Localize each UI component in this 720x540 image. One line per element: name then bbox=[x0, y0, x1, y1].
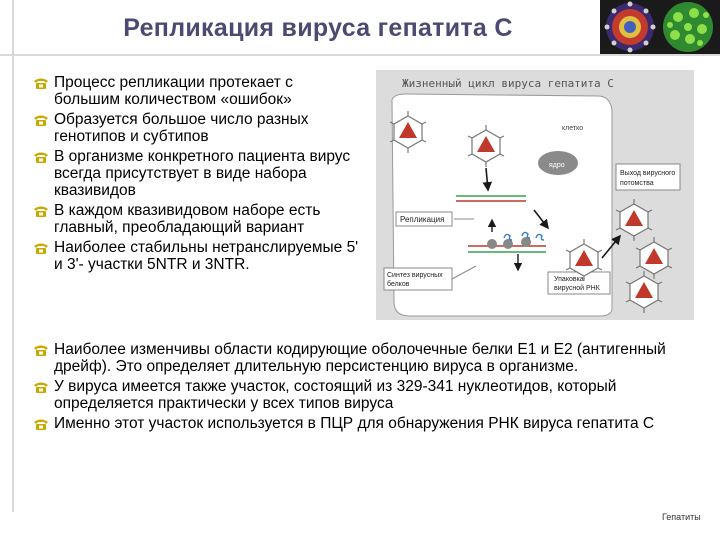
packaging-label-line1: Упаковка bbox=[554, 276, 584, 283]
horizontal-rule bbox=[0, 54, 720, 56]
phone-icon bbox=[32, 241, 50, 255]
synthesis-label-line2: белков bbox=[387, 281, 410, 288]
vertical-rule bbox=[12, 0, 14, 512]
exit-label-line2: потомства bbox=[620, 180, 654, 187]
bullet-item bbox=[30, 148, 360, 199]
packaging-label-line2: вирусной РНК bbox=[554, 285, 600, 292]
phone-icon bbox=[32, 76, 50, 90]
slide-title: Репликация вируса гепатита С bbox=[123, 14, 513, 42]
replication-label: Репликация bbox=[400, 215, 445, 224]
bullet-list-bottom bbox=[30, 341, 700, 435]
bullet-text: Наиболее стабильны нетранслируемые 5' и 3'- участки 5NTR и 3NTR. bbox=[54, 239, 359, 273]
phone-icon bbox=[32, 150, 50, 164]
bullet-list-top bbox=[30, 74, 360, 276]
phone-icon bbox=[32, 113, 50, 127]
bullet-item bbox=[30, 415, 700, 432]
footer-label: Гепатиты bbox=[662, 512, 701, 522]
phone-icon bbox=[32, 204, 50, 218]
phone-icon bbox=[32, 343, 50, 357]
bullet-item bbox=[30, 378, 700, 412]
cell-label: клетко bbox=[562, 125, 584, 132]
bullet-text: Образуется большое число разных генотипов и субтипов bbox=[54, 111, 309, 145]
phone-icon bbox=[32, 417, 50, 431]
bullet-item bbox=[30, 239, 360, 273]
exit-label-line1: Выход вирусного bbox=[620, 170, 676, 177]
bullet-item bbox=[30, 111, 360, 145]
bullet-item bbox=[30, 74, 360, 108]
bullet-text: У вируса имеется также участок, состоящий из 329-341 нуклеотидов, который определяется практически у всех типов вируса bbox=[54, 378, 617, 412]
bullet-text: Именно этот участок используется в ПЦР для обнаружения РНК вируса гепатита С bbox=[54, 415, 655, 432]
bullet-text: Процесс репликации протекает с большим количеством «ошибок» bbox=[54, 74, 293, 108]
virus-image-logo bbox=[600, 0, 720, 54]
bullet-text: В каждом квазивидовом наборе есть главный, преобладающий вариант bbox=[54, 202, 321, 236]
bullet-text: Наиболее изменчивы области кодирующие оболочечные белки Е1 и Е2 (антигенный дрейф). Это определяет длительную персистенцию вируса в организме. bbox=[54, 341, 666, 375]
phone-icon bbox=[32, 380, 50, 394]
lifecycle-diagram bbox=[376, 70, 694, 320]
diagram-title: Жизненный цикл вируса гепатита С bbox=[402, 77, 614, 90]
nucleus-label: ядро bbox=[549, 162, 565, 169]
bullet-text: В организме конкретного пациента вирус всегда присутствует в виде набора квазивидов bbox=[54, 148, 351, 199]
bullet-item bbox=[30, 202, 360, 236]
synthesis-label-line1: Синтез вирусных bbox=[387, 272, 443, 279]
bullet-item bbox=[30, 341, 700, 375]
